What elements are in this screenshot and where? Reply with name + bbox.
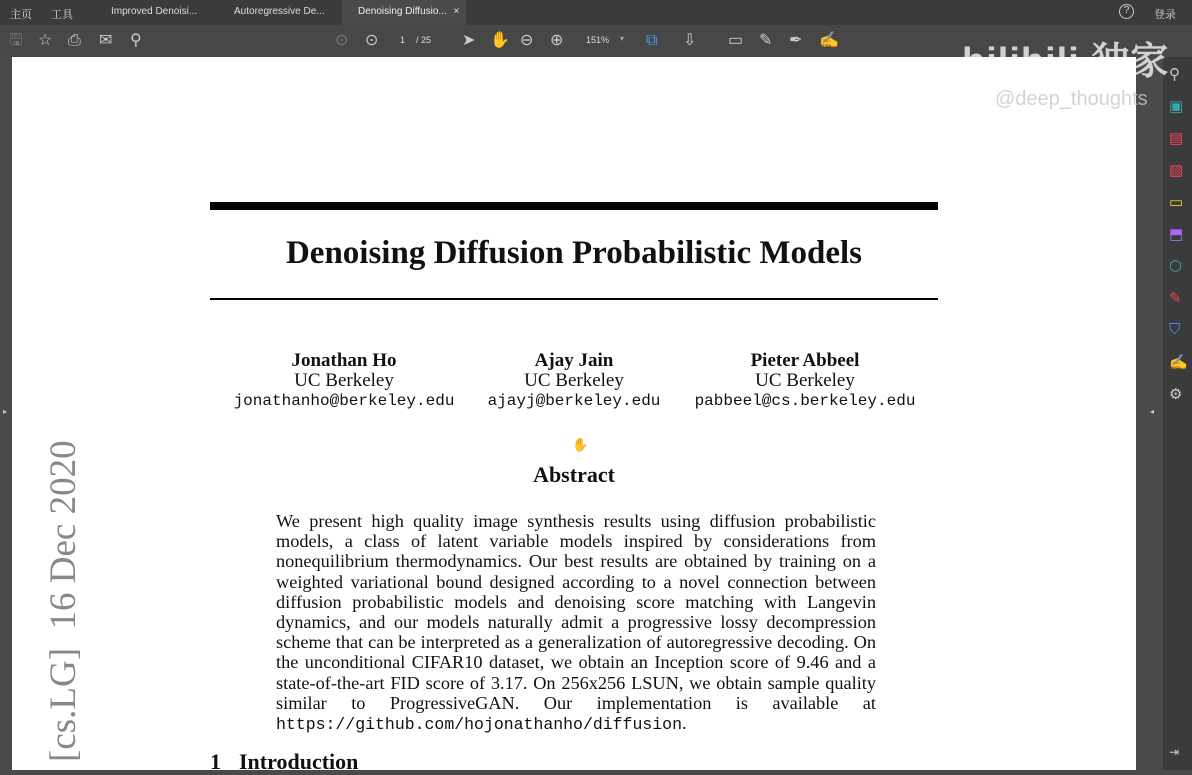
tab-document[interactable]: Improved Denoisi... [111, 6, 198, 17]
author-name: Ajay Jain [534, 350, 614, 371]
home-tab[interactable]: 主页 [10, 9, 32, 21]
collapse-right-panel-icon[interactable]: ◂ [1150, 407, 1155, 416]
zoom-search-icon[interactable]: ⚲ [1169, 66, 1180, 83]
fill-sign-icon[interactable]: ✍ [819, 32, 839, 49]
author-email: ajayj@berkeley.edu [487, 392, 661, 410]
pdf-page [12, 57, 1136, 774]
comment-icon[interactable]: ▭ [728, 32, 744, 49]
protect-icon[interactable]: ⛉ [1169, 321, 1181, 338]
chevron-down-icon[interactable]: ▾ [620, 34, 625, 43]
expand-left-panel-icon[interactable]: ▸ [3, 407, 8, 416]
hand-tool-icon[interactable]: ✋ [490, 32, 510, 49]
organize-pages-icon[interactable]: ▤ [1169, 130, 1184, 147]
hand-cursor-icon: ✋ [572, 437, 589, 452]
comment-tool-icon[interactable]: ▭ [1169, 194, 1184, 211]
tab-document[interactable]: Autoregressive De... [234, 6, 325, 17]
tools-tab[interactable]: 工具 [51, 9, 73, 21]
author-affiliation: UC Berkeley [524, 370, 624, 391]
tab-document-active[interactable]: Denoising Diffusio... × [342, 0, 466, 25]
email-icon[interactable]: ✉ [99, 32, 113, 49]
user-watermark: @deep_thoughts [995, 88, 1148, 110]
help-icon[interactable]: ? [1119, 4, 1134, 19]
paper-title: Denoising Diffusion Probabilistic Models [285, 235, 863, 271]
page-total: / 25 [416, 35, 432, 45]
section-heading [210, 749, 358, 775]
zoom-out-icon[interactable]: ⊖ [520, 32, 534, 49]
title-rule-bottom [210, 298, 938, 300]
highlight-icon[interactable]: ✎ [759, 32, 773, 49]
print-icon[interactable]: ⎙ [68, 32, 81, 49]
export-pdf-icon[interactable]: ▧ [1169, 162, 1184, 179]
next-page-icon[interactable]: ⊙ [365, 32, 379, 49]
arxiv-stamp: [cs.LG] 16 Dec 2020 [43, 440, 84, 762]
abstract-end: . [681, 713, 687, 734]
zoom-in-icon[interactable]: ⊕ [550, 32, 564, 49]
abstract-heading: Abstract [533, 462, 615, 487]
create-pdf-icon[interactable]: ▣ [1169, 98, 1184, 115]
author-block [444, 351, 704, 411]
author-block [675, 351, 935, 411]
abstract-text [276, 511, 876, 735]
page-number-input[interactable]: 1 [400, 35, 406, 45]
right-gutter [1136, 57, 1163, 770]
section-number: 1 [210, 749, 221, 774]
sign-tool-icon[interactable]: ✍ [1169, 354, 1188, 371]
author-affiliation: UC Berkeley [294, 370, 394, 391]
tab-bar [0, 0, 1192, 25]
fill-sign-tool-icon[interactable]: ✎ [1169, 290, 1182, 307]
left-panel-gutter [0, 57, 12, 770]
author-name: Pieter Abbeel [750, 350, 860, 371]
abstract-body: We present high quality image synthesis results using diffusion probabilistic models, a class of latent variable models inspired by considerations from nonequilibrium thermodynamics. Our best results are obtained by training on a weighted variational bound designed according to a novel connection between diffusion probabilistic models and denoising score matching with Langevin dynamics, and our models naturally admit a progressive lossy decompression scheme that can be interpreted as a generalization of autoregressive decoding. On the unconditional CIFAR10 dataset, we obtain an Inception score of 9.46 and a state-of-the-art FID score of 3.17. On 256x256 LSUN, we obtain sample quality similar to ProgressiveGAN. Our implementation is available at [276, 511, 876, 713]
search-icon[interactable]: ⚲ [130, 32, 142, 49]
send-icon[interactable]: ⬒ [1169, 226, 1184, 243]
author-email: pabbeel@cs.berkeley.edu [694, 392, 916, 410]
bookmark-star-icon[interactable]: ☆ [38, 32, 53, 49]
bilibili-watermark: bilibili 独家 [962, 41, 1170, 83]
previous-page-icon[interactable]: ⊙ [335, 32, 349, 49]
right-tools-sidebar [1163, 57, 1192, 770]
save-icon[interactable]: 🖫 [9, 32, 23, 49]
zoom-level-select[interactable]: 151% [586, 35, 610, 45]
author-block [214, 351, 474, 411]
author-email: jonathanho@berkeley.edu [233, 392, 455, 410]
select-cursor-icon[interactable]: ➤ [462, 32, 476, 49]
scroll-mode-icon[interactable]: ⇩ [683, 32, 697, 49]
section-title: Introduction [239, 749, 359, 774]
fit-page-icon[interactable]: ⧉ [646, 32, 658, 49]
github-link[interactable]: https://github.com/hojonathanho/diffusion [276, 715, 682, 735]
more-tools-icon[interactable]: ⚙ [1169, 386, 1183, 403]
collapse-sidebar-icon[interactable]: ⇥ [1169, 745, 1180, 759]
close-tab-icon[interactable]: × [453, 6, 460, 17]
author-name: Jonathan Ho [291, 350, 397, 371]
sign-icon[interactable]: ✒ [789, 32, 803, 49]
login-button[interactable]: 登录 [1154, 9, 1176, 21]
author-affiliation: UC Berkeley [755, 370, 855, 391]
title-rule-top [210, 202, 938, 210]
compress-icon[interactable]: ⬡ [1169, 258, 1183, 275]
